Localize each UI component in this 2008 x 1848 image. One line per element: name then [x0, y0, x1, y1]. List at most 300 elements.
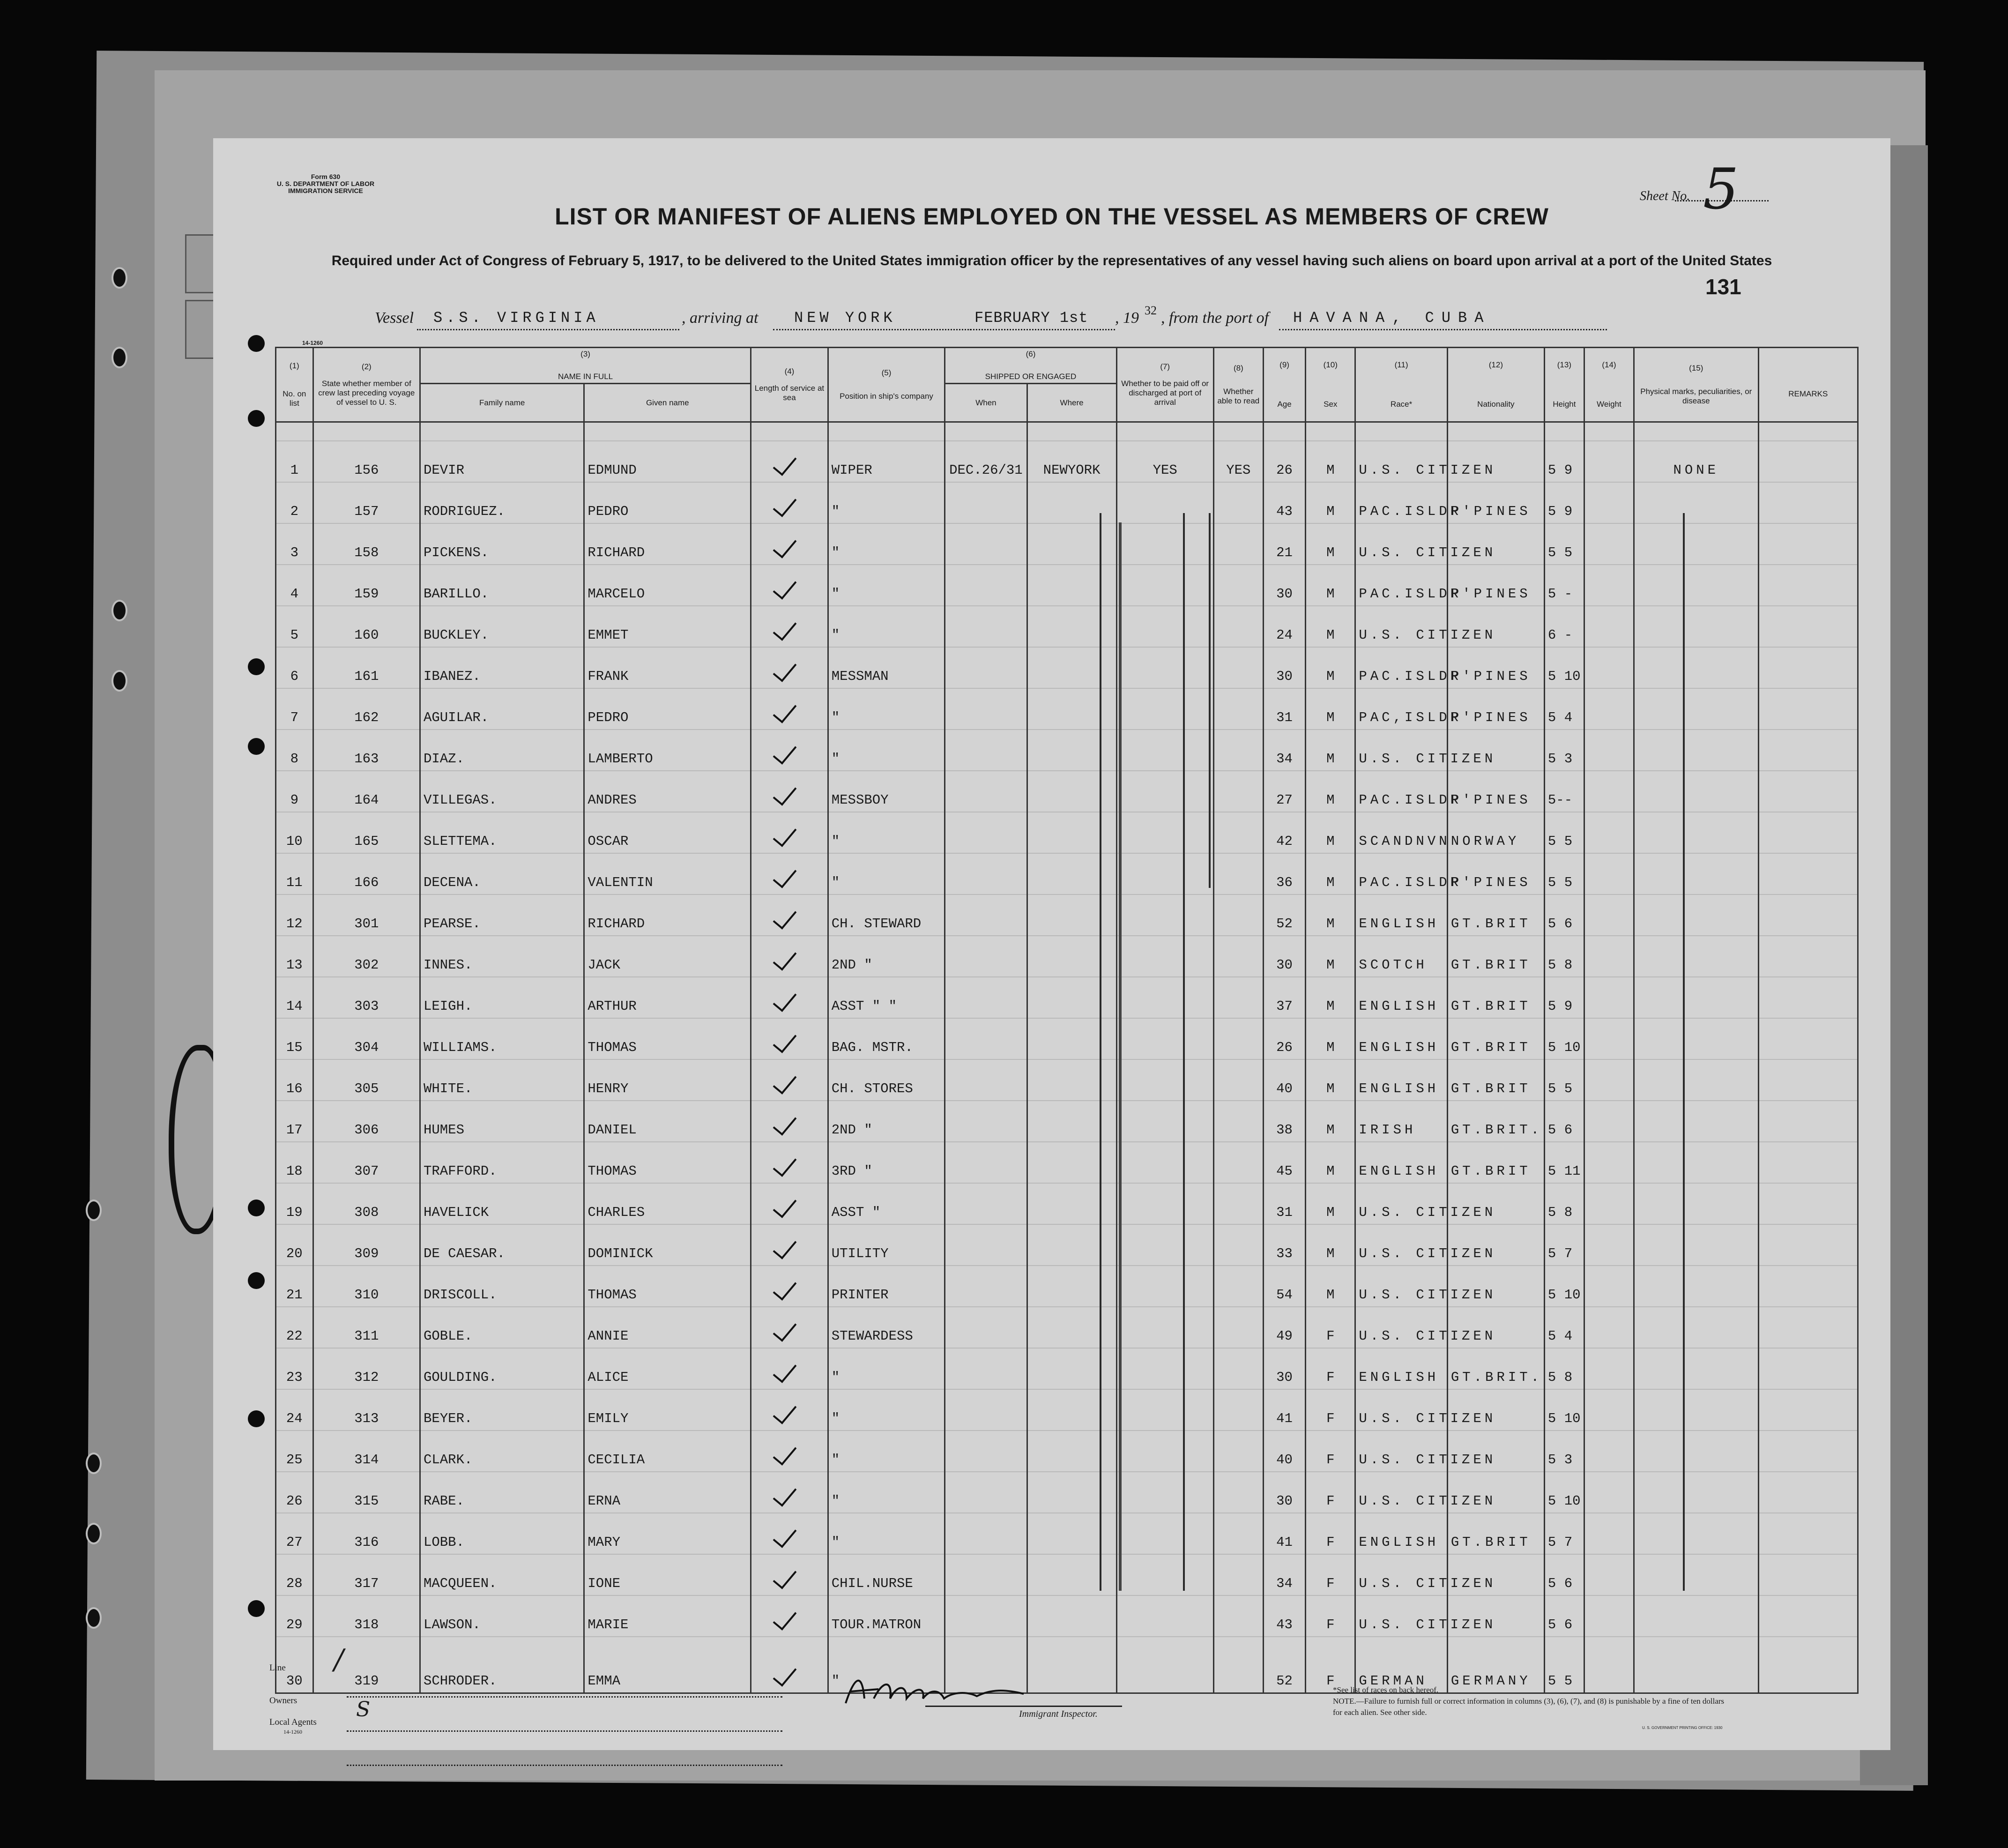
row-number-cell: 13	[276, 936, 313, 977]
punch-hole	[248, 1272, 265, 1289]
paid-off-cell	[1116, 936, 1213, 977]
position-cell: WIPER	[828, 441, 945, 482]
weight-cell	[1584, 1513, 1634, 1554]
row-number-cell: 4	[276, 565, 313, 606]
agents-code: 14-1260	[283, 1729, 302, 1735]
check-mark-icon	[773, 1152, 806, 1175]
age-cell: 54	[1263, 1266, 1305, 1307]
family-name-cell: LEIGH.	[420, 977, 584, 1018]
height-cell: 5 3	[1544, 1431, 1584, 1472]
race-cell: U.S. CITIZEN	[1355, 730, 1447, 771]
sex-cell: F	[1306, 1513, 1355, 1554]
check-mark-icon	[773, 616, 806, 639]
remarks-cell	[1758, 1224, 1858, 1266]
check-mark-icon	[773, 1070, 806, 1092]
shipped-when-cell	[945, 1431, 1027, 1472]
remarks-cell	[1758, 606, 1858, 647]
physical-marks-cell	[1634, 1224, 1758, 1266]
physical-marks-cell	[1634, 1142, 1758, 1183]
race-cell: U.S. CITIZEN	[1355, 1389, 1447, 1431]
given-name-cell: ANNIE	[584, 1307, 751, 1348]
position-cell: "	[828, 523, 945, 565]
col-10-header: (10) Sex	[1306, 348, 1355, 422]
weight-cell	[1584, 894, 1634, 936]
sheet-number: 5	[1703, 157, 1739, 222]
age-cell: 21	[1263, 523, 1305, 565]
shipped-where-cell	[1027, 853, 1116, 894]
given-name-cell: MARY	[584, 1513, 751, 1554]
height-cell: 5 5	[1544, 1059, 1584, 1101]
race-cell: ENGLISH	[1355, 1348, 1447, 1389]
owners-handwritten-mark: S	[356, 1698, 371, 1721]
shipped-when-cell	[945, 1348, 1027, 1389]
departure-port: HAVANA, CUBA	[1293, 309, 1491, 327]
age-cell: 34	[1263, 730, 1305, 771]
shipped-when-cell	[945, 1224, 1027, 1266]
family-name-cell: HAVELICK	[420, 1183, 584, 1224]
remarks-cell	[1758, 894, 1858, 936]
family-name-cell: SCHRODER.	[420, 1637, 584, 1693]
remarks-cell	[1758, 688, 1858, 730]
paid-off-cell	[1116, 523, 1213, 565]
able-to-read-cell	[1213, 1059, 1263, 1101]
able-to-read-cell	[1213, 771, 1263, 812]
race-cell: PAC.ISLDR	[1355, 565, 1447, 606]
nationality-cell: GT.BRIT	[1447, 894, 1544, 936]
check-mark-icon	[773, 657, 806, 680]
row-number-cell: 8	[276, 730, 313, 771]
position-cell: CHIL.NURSE	[828, 1554, 945, 1595]
length-of-service-cell	[751, 1018, 828, 1059]
check-mark-icon	[773, 1358, 806, 1381]
physical-marks-cell	[1634, 771, 1758, 812]
length-of-service-cell	[751, 853, 828, 894]
sex-cell: M	[1306, 688, 1355, 730]
table-row	[276, 647, 1858, 688]
voyage-number-cell: 313	[313, 1389, 420, 1431]
table-row	[276, 1472, 1858, 1513]
physical-marks-cell	[1634, 523, 1758, 565]
nationality-cell: GT.BRIT	[1447, 1018, 1544, 1059]
age-cell: 37	[1263, 977, 1305, 1018]
col-15-header: (15) Physical marks, peculiarities, or disease	[1634, 348, 1758, 422]
paid-off-cell	[1116, 1554, 1213, 1595]
voyage-number-cell: 156	[313, 441, 420, 482]
family-name-cell: DIAZ.	[420, 730, 584, 771]
physical-marks-cell	[1634, 1266, 1758, 1307]
remarks-cell	[1758, 771, 1858, 812]
table-row	[276, 565, 1858, 606]
given-name-cell: THOMAS	[584, 1266, 751, 1307]
position-cell: "	[828, 688, 945, 730]
row-number-cell: 27	[276, 1513, 313, 1554]
sex-cell: M	[1306, 1059, 1355, 1101]
position-cell: MESSBOY	[828, 771, 945, 812]
family-name-cell: BUCKLEY.	[420, 606, 584, 647]
shipped-where-cell	[1027, 936, 1116, 977]
table-row	[276, 771, 1858, 812]
weight-cell	[1584, 977, 1634, 1018]
height-cell: 5 5	[1544, 523, 1584, 565]
sex-cell: F	[1306, 1595, 1355, 1637]
height-cell: 5 8	[1544, 936, 1584, 977]
shipped-when-cell	[945, 1266, 1027, 1307]
race-cell: ENGLISH	[1355, 1018, 1447, 1059]
remarks-cell	[1758, 1513, 1858, 1554]
position-cell: TOUR.MATRON	[828, 1595, 945, 1637]
check-mark-icon	[773, 1482, 806, 1505]
reference-number: 131	[1705, 275, 1741, 299]
height-cell: 5 6	[1544, 1595, 1584, 1637]
check-mark-icon	[773, 1441, 806, 1463]
physical-marks-cell	[1634, 647, 1758, 688]
race-cell: SCANDNVN	[1355, 812, 1447, 853]
position-cell: 2ND "	[828, 936, 945, 977]
weight-cell	[1584, 606, 1634, 647]
underline	[970, 329, 1115, 330]
age-cell: 38	[1263, 1101, 1305, 1142]
check-mark-icon	[773, 1276, 806, 1298]
family-name-cell: PICKENS.	[420, 523, 584, 565]
table-row	[276, 894, 1858, 936]
row-number-cell: 28	[276, 1554, 313, 1595]
vessel-line	[375, 304, 1902, 333]
height-cell: 5 10	[1544, 1018, 1584, 1059]
given-name-cell: PEDRO	[584, 688, 751, 730]
physical-marks-cell	[1634, 812, 1758, 853]
physical-marks-cell	[1634, 977, 1758, 1018]
race-cell: U.S. CITIZEN	[1355, 606, 1447, 647]
weight-cell	[1584, 441, 1634, 482]
sex-cell: F	[1306, 1348, 1355, 1389]
voyage-number-cell: 306	[313, 1101, 420, 1142]
height-cell: 5 10	[1544, 647, 1584, 688]
paid-off-cell	[1116, 812, 1213, 853]
shipped-where-cell	[1027, 1101, 1116, 1142]
check-mark-icon	[773, 699, 806, 721]
form-code: 14-1260	[302, 340, 323, 346]
binder-hole	[112, 267, 127, 289]
row-number-cell: 18	[276, 1142, 313, 1183]
age-cell: 30	[1263, 565, 1305, 606]
nationality-cell: P'PINES	[1447, 565, 1544, 606]
shipped-where-cell	[1027, 647, 1116, 688]
line-field	[347, 1663, 782, 1698]
shipped-when-cell	[945, 1018, 1027, 1059]
row-number-cell: 25	[276, 1431, 313, 1472]
height-cell: 5 7	[1544, 1513, 1584, 1554]
weight-cell	[1584, 1595, 1634, 1637]
height-cell: 5 9	[1544, 977, 1584, 1018]
sex-cell: M	[1306, 1101, 1355, 1142]
footer-entry-lines	[347, 1663, 782, 1766]
length-of-service-cell	[751, 1101, 828, 1142]
check-mark-icon	[773, 822, 806, 845]
table-row	[276, 1266, 1858, 1307]
family-name-cell: WILLIAMS.	[420, 1018, 584, 1059]
remarks-cell	[1758, 1554, 1858, 1595]
nationality-cell: NORWAY	[1447, 812, 1544, 853]
height-cell: 5 9	[1544, 482, 1584, 523]
family-name-cell: MACQUEEN.	[420, 1554, 584, 1595]
voyage-number-cell: 160	[313, 606, 420, 647]
row-number-cell: 3	[276, 523, 313, 565]
family-name-cell: IBANEZ.	[420, 647, 584, 688]
voyage-number-cell: 157	[313, 482, 420, 523]
shipped-when-cell	[945, 1513, 1027, 1554]
nationality-cell: GT.BRIT	[1447, 1142, 1544, 1183]
age-cell: 30	[1263, 1348, 1305, 1389]
check-mark-icon	[773, 1523, 806, 1546]
binder-hole	[86, 1453, 102, 1474]
position-cell: "	[828, 1472, 945, 1513]
underline	[773, 329, 974, 330]
voyage-number-cell: 304	[313, 1018, 420, 1059]
shipped-when-cell	[945, 1059, 1027, 1101]
length-of-service-cell	[751, 1595, 828, 1637]
given-name-cell: MARCELO	[584, 565, 751, 606]
length-of-service-cell	[751, 1183, 828, 1224]
col-6-header: (6) SHIPPED OR ENGAGED	[945, 348, 1116, 384]
row-number-cell: 30	[276, 1637, 313, 1693]
nationality-cell: P'PINES	[1447, 482, 1544, 523]
check-mark-icon	[773, 946, 806, 969]
paid-off-cell: YES	[1116, 441, 1213, 482]
col-12-header: (12) Nationality	[1447, 348, 1544, 422]
punch-hole	[248, 410, 265, 427]
form-identifier	[269, 173, 382, 194]
physical-marks-cell	[1634, 1348, 1758, 1389]
age-cell: 49	[1263, 1307, 1305, 1348]
table-row	[276, 853, 1858, 894]
remarks-cell	[1758, 936, 1858, 977]
owners-label: Owners	[269, 1696, 297, 1706]
able-to-read-cell	[1213, 1142, 1263, 1183]
weight-cell	[1584, 523, 1634, 565]
race-cell: IRISH	[1355, 1101, 1447, 1142]
remarks-cell	[1758, 1637, 1858, 1693]
page-title: LIST OR MANIFEST OF ALIENS EMPLOYED ON THE VESSEL AS MEMBERS OF CREW	[555, 203, 1549, 230]
weight-cell	[1584, 1183, 1634, 1224]
height-cell: 5 3	[1544, 730, 1584, 771]
physical-marks-cell	[1634, 565, 1758, 606]
table-spacer-row	[276, 422, 1858, 441]
remarks-cell	[1758, 812, 1858, 853]
row-number-cell: 14	[276, 977, 313, 1018]
position-cell: STEWARDESS	[828, 1307, 945, 1348]
sex-cell: M	[1306, 1183, 1355, 1224]
able-to-read-cell	[1213, 1513, 1263, 1554]
length-of-service-cell	[751, 523, 828, 565]
position-cell: "	[828, 1513, 945, 1554]
remarks-cell	[1758, 730, 1858, 771]
row-number-cell: 10	[276, 812, 313, 853]
given-name-cell: RICHARD	[584, 894, 751, 936]
row-number-cell: 1	[276, 441, 313, 482]
weight-cell	[1584, 1348, 1634, 1389]
punch-hole	[248, 1410, 265, 1427]
punch-hole	[248, 738, 265, 755]
length-of-service-cell	[751, 1472, 828, 1513]
remarks-cell	[1758, 647, 1858, 688]
sex-cell: M	[1306, 894, 1355, 936]
sex-cell: M	[1306, 977, 1355, 1018]
printer-imprint: U. S. GOVERNMENT PRINTING OFFICE: 1930	[1642, 1726, 1723, 1730]
check-mark-icon	[773, 1235, 806, 1257]
row-number-cell: 12	[276, 894, 313, 936]
voyage-number-cell: 314	[313, 1431, 420, 1472]
punch-hole	[248, 1600, 265, 1617]
remarks-cell	[1758, 482, 1858, 523]
able-to-read-cell	[1213, 936, 1263, 977]
able-to-read-cell	[1213, 1472, 1263, 1513]
age-cell: 30	[1263, 1472, 1305, 1513]
length-of-service-cell	[751, 1348, 828, 1389]
sex-cell: M	[1306, 1224, 1355, 1266]
shipped-when-cell	[945, 1142, 1027, 1183]
voyage-number-cell: 315	[313, 1472, 420, 1513]
voyage-number-cell: 305	[313, 1059, 420, 1101]
family-name-cell: AGUILAR.	[420, 688, 584, 730]
col-8-header: (8) Whether able to read	[1213, 348, 1263, 422]
table-row	[276, 1307, 1858, 1348]
shipped-when-cell	[945, 482, 1027, 523]
length-of-service-cell	[751, 565, 828, 606]
paid-off-cell	[1116, 1472, 1213, 1513]
voyage-number-cell: 303	[313, 977, 420, 1018]
remarks-cell	[1758, 1307, 1858, 1348]
position-cell: "	[828, 853, 945, 894]
table-row	[276, 812, 1858, 853]
ditto-mark-line	[1683, 513, 1685, 1591]
age-cell: 41	[1263, 1513, 1305, 1554]
height-cell: 5--	[1544, 771, 1584, 812]
given-name-cell: PEDRO	[584, 482, 751, 523]
paid-off-cell	[1116, 565, 1213, 606]
sex-cell: F	[1306, 1307, 1355, 1348]
position-cell: 3RD "	[828, 1142, 945, 1183]
age-cell: 52	[1263, 1637, 1305, 1693]
binder-hole	[86, 1607, 102, 1629]
shipped-where-cell	[1027, 1348, 1116, 1389]
manifest-rows	[276, 422, 1858, 1693]
check-mark-icon	[773, 987, 806, 1010]
sex-cell: M	[1306, 565, 1355, 606]
race-cell: PAC.ISLDR	[1355, 482, 1447, 523]
paid-off-cell	[1116, 482, 1213, 523]
length-of-service-cell	[751, 1059, 828, 1101]
given-name-header: Given name	[584, 384, 751, 422]
given-name-cell: LAMBERTO	[584, 730, 751, 771]
shipped-when-cell	[945, 565, 1027, 606]
weight-cell	[1584, 482, 1634, 523]
able-to-read-cell	[1213, 523, 1263, 565]
family-name-cell: WHITE.	[420, 1059, 584, 1101]
binder-hole	[86, 1523, 102, 1544]
family-name-cell: INNES.	[420, 936, 584, 977]
sheet-label: Sheet No.	[1640, 189, 1690, 203]
paid-off-cell	[1116, 647, 1213, 688]
underline	[1279, 329, 1607, 330]
race-cell: U.S. CITIZEN	[1355, 1266, 1447, 1307]
underline	[417, 329, 679, 330]
weight-cell	[1584, 1059, 1634, 1101]
height-cell: 5 6	[1544, 1101, 1584, 1142]
remarks-cell	[1758, 1059, 1858, 1101]
sex-cell: M	[1306, 853, 1355, 894]
family-name-cell: LAWSON.	[420, 1595, 584, 1637]
weight-cell	[1584, 1472, 1634, 1513]
able-to-read-cell	[1213, 894, 1263, 936]
ditto-mark-line	[1183, 513, 1185, 1591]
shipped-when-cell	[945, 936, 1027, 977]
shipped-where-cell	[1027, 1183, 1116, 1224]
voyage-number-cell: 310	[313, 1266, 420, 1307]
footer-notes	[1333, 1684, 1731, 1718]
length-of-service-cell	[751, 1224, 828, 1266]
height-cell: 5 8	[1544, 1183, 1584, 1224]
table-row	[276, 1018, 1858, 1059]
binder-hole	[112, 670, 127, 692]
physical-marks-cell	[1634, 1018, 1758, 1059]
nationality-cell: GERMANY	[1447, 1637, 1544, 1693]
position-cell: "	[828, 1637, 945, 1693]
race-cell: PAC.ISLDR	[1355, 771, 1447, 812]
table-row	[276, 523, 1858, 565]
row-number-cell: 23	[276, 1348, 313, 1389]
sex-cell: M	[1306, 606, 1355, 647]
physical-marks-cell	[1634, 936, 1758, 977]
agents-field	[347, 1732, 782, 1766]
shipped-when-cell	[945, 1307, 1027, 1348]
height-cell: 5 10	[1544, 1389, 1584, 1431]
voyage-number-cell: 301	[313, 894, 420, 936]
voyage-number-cell: 163	[313, 730, 420, 771]
shipped-when-cell	[945, 894, 1027, 936]
footer-labels	[269, 1652, 317, 1736]
sex-cell: M	[1306, 1266, 1355, 1307]
col-3-header: (3) NAME IN FULL	[420, 348, 751, 384]
where-header: Where	[1027, 384, 1116, 422]
col-11-header: (11) Race*	[1355, 348, 1447, 422]
position-cell: "	[828, 730, 945, 771]
line-handwritten-mark: /	[334, 1643, 344, 1676]
table-row	[276, 1348, 1858, 1389]
shipped-where-cell	[1027, 1142, 1116, 1183]
paid-off-cell	[1116, 1059, 1213, 1101]
shipped-where-cell	[1027, 606, 1116, 647]
punch-hole	[248, 335, 265, 352]
voyage-number-cell: 309	[313, 1224, 420, 1266]
length-of-service-cell	[751, 1431, 828, 1472]
remarks-cell	[1758, 1018, 1858, 1059]
height-cell: 5 7	[1544, 1224, 1584, 1266]
remarks-cell	[1758, 1183, 1858, 1224]
paid-off-cell	[1116, 894, 1213, 936]
check-mark-icon	[773, 864, 806, 886]
voyage-number-cell: 302	[313, 936, 420, 977]
able-to-read-cell	[1213, 565, 1263, 606]
row-number-cell: 20	[276, 1224, 313, 1266]
race-cell: PAC,ISLDR	[1355, 688, 1447, 730]
given-name-cell: VALENTIN	[584, 853, 751, 894]
shipped-when-cell	[945, 853, 1027, 894]
given-name-cell: EMMET	[584, 606, 751, 647]
age-cell: 43	[1263, 482, 1305, 523]
height-cell: 5 5	[1544, 812, 1584, 853]
able-to-read-cell	[1213, 1307, 1263, 1348]
length-of-service-cell	[751, 936, 828, 977]
